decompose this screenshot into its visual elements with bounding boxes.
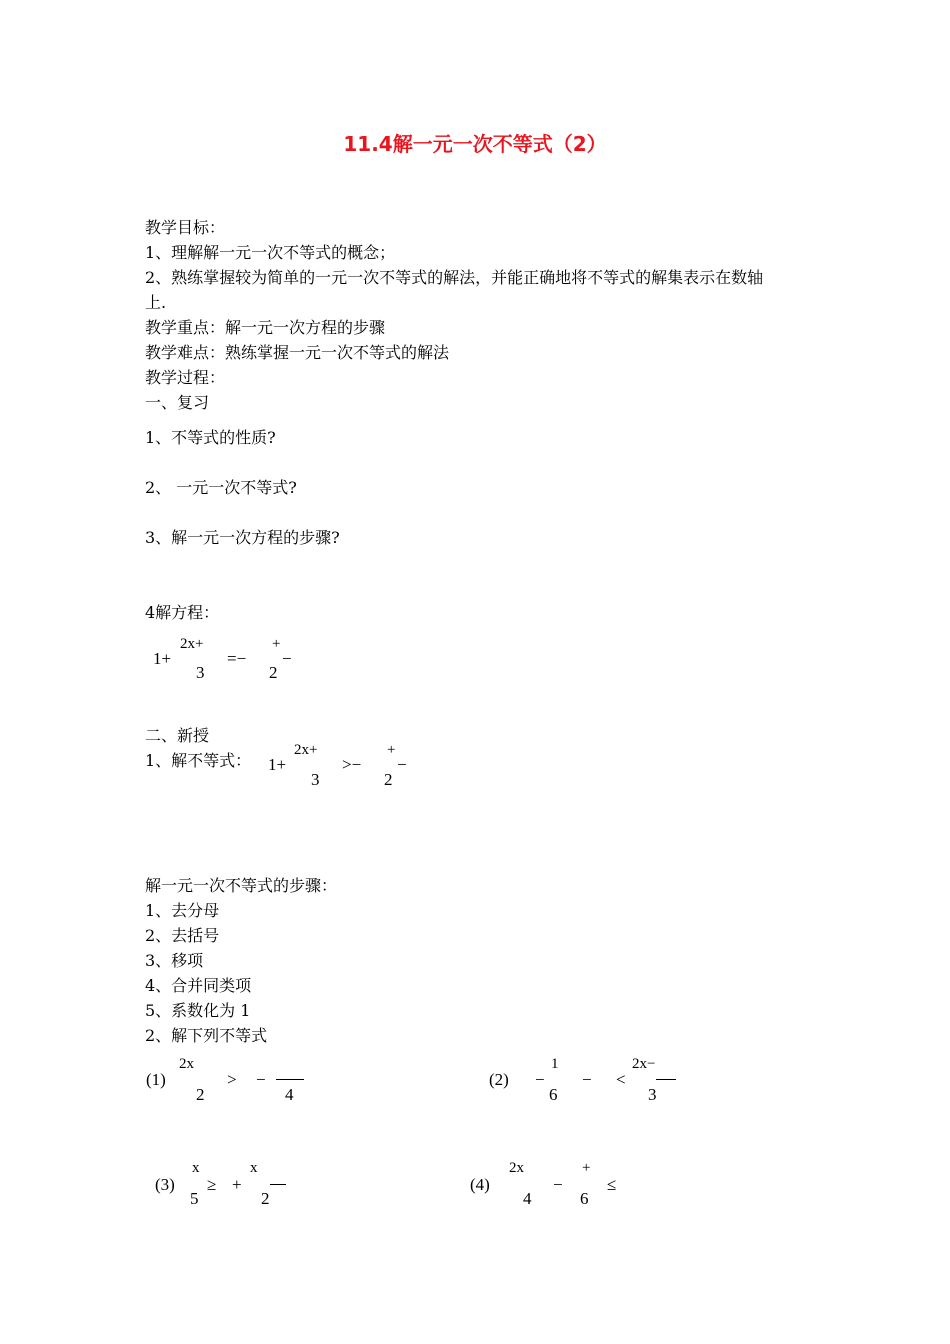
new-heading: 二、新授 [145,726,210,745]
exercise-1-minus: − [256,1070,266,1089]
exercise-4-denominator: 4 [523,1189,532,1208]
review-question-4: 4解方程： [145,603,220,622]
ineq-relation: >− [342,755,362,774]
ineq-numerator-left: 2x+ [294,742,318,758]
goal-item-2-cont: 上. [145,293,167,312]
eq-denominator-left: 3 [196,663,205,682]
step-1: 1、去分母 [145,901,220,920]
ineq-one-plus: 1+ [268,755,287,774]
step-4: 4、合并同类项 [145,976,252,995]
exercise-4-numerator: 2x [509,1160,524,1176]
eq-numerator-right: + [272,636,281,652]
exercise-2-label: (2) [489,1070,509,1089]
exercise-2-denominator: 6 [549,1085,558,1104]
ineq-denominator-right: 2 [384,770,393,789]
exercise-3-numerator: x [192,1160,200,1176]
exercise-3-denominator-2: 2 [261,1189,270,1208]
task-2: 2、解下列不等式 [145,1026,268,1045]
ineq-numerator-right: + [387,742,396,758]
page-title: 11.4解一元一次不等式（2） [343,132,607,156]
exercise-2-relation: < [616,1070,626,1089]
process-heading: 教学过程： [145,368,226,387]
exercise-2-op: − [582,1070,592,1089]
step-5: 5、系数化为 1 [145,1001,251,1020]
exercise-3-label: (3) [155,1175,175,1194]
review-heading: 一、复习 [145,393,210,412]
review-question-3: 3、解一元一次方程的步骤? [145,528,340,547]
exercise-1-label: (1) [146,1070,166,1089]
exercise-2-numerator-2: 2x− [632,1056,656,1072]
ineq-tail: − [397,755,407,774]
difficulty: 教学难点：熟练掌握一元一次不等式的解法 [145,343,450,362]
step-3: 3、移项 [145,951,204,970]
exercise-3-relation: ≥ [207,1175,217,1194]
exercise-1-denominator-2: 4 [285,1085,294,1104]
steps-heading: 解一元一次不等式的步骤： [145,876,338,895]
exercise-2-denominator-2: 3 [648,1085,657,1104]
exercise-4-numerator-2: + [582,1160,591,1176]
exercise-1-fraction-bar [276,1079,304,1080]
goal-item-2: 2、熟练掌握较为简单的一元一次不等式的解法，并能正确地将不等式的解集表示在数轴 [145,268,764,287]
exercise-1-denominator: 2 [196,1085,205,1104]
exercise-3-fraction-bar [270,1184,286,1185]
exercise-2-fraction-bar [656,1079,676,1080]
exercise-1-relation: > [227,1070,237,1089]
review-question-1: 1、不等式的性质? [145,428,276,447]
exercise-4-denominator-2: 6 [580,1189,589,1208]
exercise-1-numerator: 2x [179,1056,194,1072]
key-point: 教学重点：解一元一次方程的步骤 [145,318,386,337]
eq-relation: =− [227,649,247,668]
eq-numerator-left: 2x+ [180,636,204,652]
review-question-2: 2、 一元一次不等式? [145,478,297,497]
exercise-4-relation: ≤ [607,1175,617,1194]
step-2: 2、去括号 [145,926,220,945]
goals-heading: 教学目标： [145,218,226,237]
new-task-1: 1、解不等式： [145,751,252,770]
exercise-3-denominator: 5 [190,1189,199,1208]
ineq-denominator-left: 3 [311,770,320,789]
eq-denominator-right: 2 [269,663,278,682]
exercise-4-label: (4) [470,1175,490,1194]
exercise-4-minus: − [553,1175,563,1194]
exercise-3-plus: + [232,1175,242,1194]
exercise-2-minus: − [535,1070,545,1089]
exercise-2-numerator: 1 [551,1056,559,1072]
exercise-3-numerator-2: x [250,1160,258,1176]
eq-tail: − [282,649,292,668]
goal-item-1: 1、理解解一元一次不等式的概念； [145,243,396,262]
eq-one-plus: 1+ [153,649,172,668]
